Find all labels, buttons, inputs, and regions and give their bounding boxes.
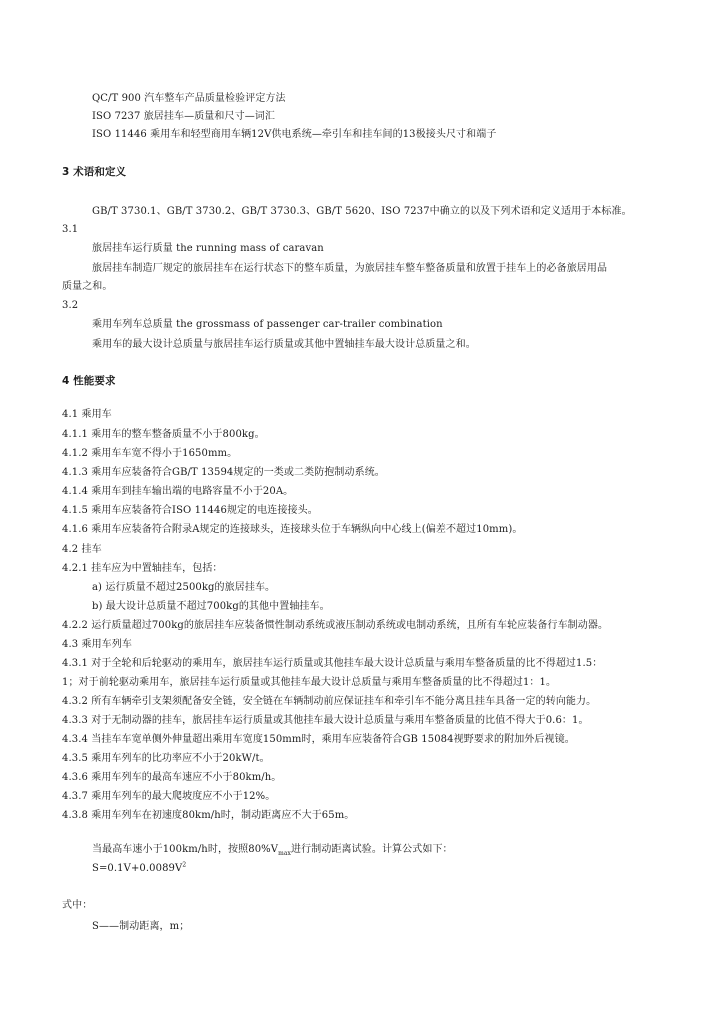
- braking-distance-formula: $S=0.1V+0.0089V^2$: [92, 861, 187, 874]
- reference-qc-t-900: QC/T 900 汽车整车产品质量检验评定方法: [92, 93, 286, 104]
- section-3-heading: 3 术语和定义: [62, 166, 127, 178]
- term-3-1-definition-cont: 质量之和。: [62, 281, 113, 292]
- clause-4-1-2: 4.1.2 乘用车车宽不得小于1650mm。: [62, 448, 238, 459]
- reference-iso-11446: ISO 11446 乘用车和轻型商用车辆12V供电系统—牵引车和挂车间的13极接头尺寸和端子: [92, 129, 497, 140]
- clause-4-3-2: 4.3.2 所有车辆牵引支架须配备安全链，安全链在车辆制动前应保证挂车和牵引车不能分离且挂车具备一定的转向能力。: [62, 696, 597, 707]
- term-3-1-number: 3.1: [62, 224, 79, 235]
- reference-iso-7237: ISO 7237 旅居挂车—质量和尺寸—词汇: [92, 111, 276, 122]
- symbol-s-definition: S——制动距离，m；: [92, 921, 190, 932]
- clause-4-3-6: 4.3.6 乘用车列车的最高车速应不小于80km/h。: [62, 772, 282, 783]
- clause-4-3-7: 4.3.7 乘用车列车的最大爬坡度应不小于12%。: [62, 791, 276, 802]
- term-3-1-title: 旅居挂车运行质量 the running mass of caravan: [92, 243, 324, 254]
- clause-4-3-8: 4.3.8 乘用车列车在初速度80km/h时，制动距离应不大于65m。: [62, 810, 355, 821]
- clause-4-3-3: 4.3.3 对于无制动器的挂车，旅居挂车运行质量或其他挂车最大设计总质量与乘用车整备质量的比值不得大于0.6：1。: [62, 715, 589, 726]
- term-3-2-title: 乘用车列车总质量 the grossmass of passenger car-trailer combination: [92, 319, 443, 330]
- braking-test-note: 当最高车速小于100km/h时，按照$80\%V_{max}$进行制动距离试验。计算公式如下：: [92, 844, 453, 857]
- term-3-1-definition: 旅居挂车制造厂规定的旅居挂车在运行状态下的整车质量，为旅居挂车整车整备质量和放置于挂车上的必备旅居用品: [92, 263, 608, 274]
- where-label: 式中：: [62, 900, 93, 911]
- section-3-intro: GB/T 3730.1、GB/T 3730.2、GB/T 3730.3、GB/T 5620、ISO 7237中确立的以及下列术语和定义适用于本标准。: [92, 206, 632, 217]
- clause-4-2-1-a: a) 运行质量不超过2500kg的旅居挂车。: [92, 582, 276, 593]
- clause-4-2-2: 4.2.2 运行质量超过700kg的旅居挂车应装备惯性制动系统或液压制动系统或电制动系统，且所有车轮应装备行车制动器。: [62, 620, 609, 631]
- term-3-2-number: 3.2: [62, 300, 79, 311]
- clause-4-3-5: 4.3.5 乘用车列车的比功率应不小于20kW/t。: [62, 753, 270, 764]
- clause-4-3: 4.3 乘用车列车: [62, 639, 132, 650]
- vmax-subscript: max: [278, 850, 292, 857]
- formula-superscript: 2: [182, 861, 187, 869]
- clause-4-1-3: 4.1.3 乘用车应装备符合GB/T 13594规定的一类或二类防抱制动系统。: [62, 467, 385, 478]
- clause-4-2-1: 4.2.1 挂车应为中置轴挂车，包括：: [62, 563, 223, 574]
- clause-4-1-4: 4.1.4 乘用车到挂车输出端的电路容量不小于20A。: [62, 486, 294, 497]
- clause-4-3-4: 4.3.4 当挂车车宽单侧外伸量超出乘用车宽度150mm时，乘用车应装备符合GB 15084视野要求的附加外后视镜。: [62, 734, 575, 745]
- clause-4-3-1-cont: 1；对于前轮驱动乘用车，旅居挂车运行质量或其他挂车最大设计总质量与乘用车整备质量的比不得超过1：1。: [62, 677, 557, 688]
- section-4-heading: 4 性能要求: [62, 375, 116, 387]
- clause-4-3-1: 4.3.1 对于全轮和后轮驱动的乘用车，旅居挂车运行质量或其他挂车最大设计总质量与乘用车整备质量的比不得超过1.5：: [62, 658, 603, 669]
- clause-4-1-1: 4.1.1 乘用车的整车整备质量不小于800kg。: [62, 429, 265, 440]
- clause-4-2: 4.2 挂车: [62, 544, 102, 555]
- term-3-2-definition: 乘用车的最大设计总质量与旅居挂车运行质量或其他中置轴挂车最大设计总质量之和。: [92, 339, 476, 350]
- clause-4-1-5: 4.1.5 乘用车应装备符合ISO 11446规定的电连接接头。: [62, 505, 318, 516]
- clause-4-1: 4.1 乘用车: [62, 409, 112, 420]
- clause-4-1-6: 4.1.6 乘用车应装备符合附录A规定的连接球头，连接球头位于车辆纵向中心线上(偏差不超过10mm)。: [62, 524, 523, 535]
- clause-4-2-1-b: b) 最大设计总质量不超过700kg的其他中置轴挂车。: [92, 601, 330, 612]
